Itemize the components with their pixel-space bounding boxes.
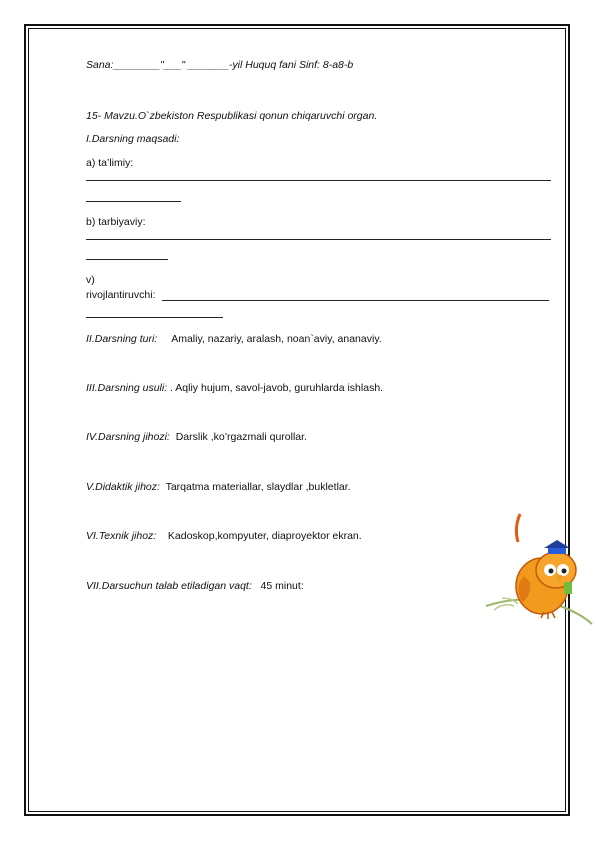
goal-upbringing: b) tarbiyaviy: xyxy=(86,216,146,228)
fill-line xyxy=(86,239,551,240)
lesson-type: II.Darsning turi: Amaliy, nazariy, aralash, noan`aviy, ananaviy. xyxy=(86,333,382,345)
lesson-method: III.Darsning usuli: . Aqliy hujum, savol-javob, guruhlarda ishlash. xyxy=(86,382,384,394)
fill-line xyxy=(86,317,223,318)
lesson-time: VII.Darsuchun talab etiladigan vaqt: 45 minut: xyxy=(86,580,304,592)
fill-line xyxy=(86,259,168,260)
fill-line xyxy=(162,300,549,301)
date-header: Sana:________"___" _______-yil Huquq fani Sinf: 8-a8-b xyxy=(86,59,354,71)
lesson-equipment: IV.Darsning jihozi: Darslik ,ko’rgazmali qurollar. xyxy=(86,431,307,443)
lesson-topic: 15- Mavzu.O`zbekiston Respublikasi qonun chiqaruvchi organ. xyxy=(86,110,378,122)
fill-line xyxy=(86,201,181,202)
goal-heading: I.Darsning maqsadi: xyxy=(86,133,180,145)
goal-developmental-letter: v) xyxy=(86,274,95,286)
didactic-equipment: V.Didaktik jihoz: Tarqatma materiallar, slaydlar ,bukletlar. xyxy=(86,481,351,493)
technical-equipment: VI.Texnik jihoz: Kadoskop,kompyuter, diaproyektor ekran. xyxy=(86,530,362,542)
fill-line xyxy=(86,180,551,181)
goal-developmental: rivojlantiruvchi: xyxy=(86,289,156,301)
owl-icon xyxy=(484,506,594,630)
goal-educational: a) ta’limiy: xyxy=(86,157,134,169)
